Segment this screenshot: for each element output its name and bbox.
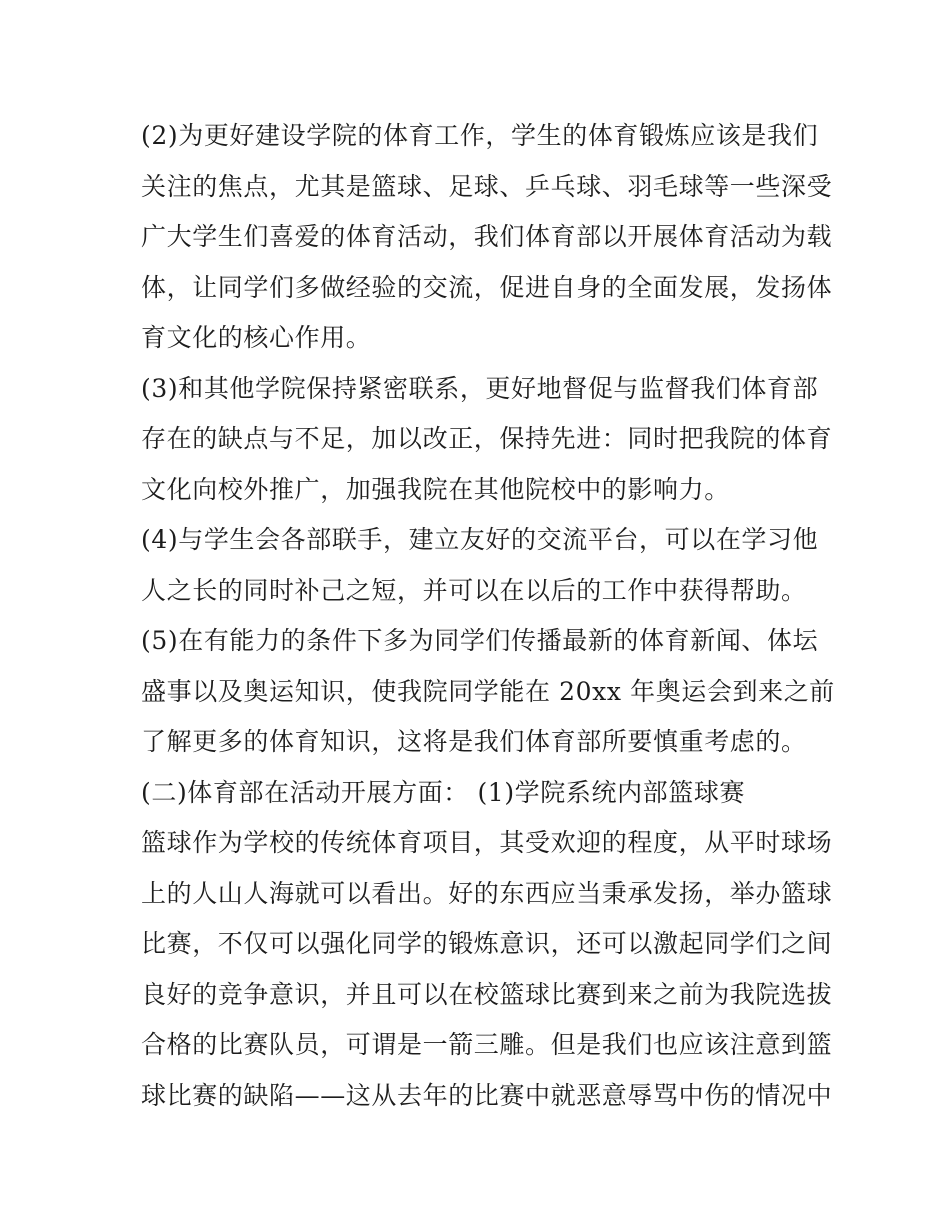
text-line: 育文化的核心作用。	[141, 323, 372, 352]
text-line: (5)在有能力的条件下多为同学们传播最新的体育新闻、体坛	[141, 626, 819, 655]
text-line: (2)为更好建设学院的体育工作，学生的体育锻炼应该是我们	[141, 121, 819, 150]
text-line: (4)与学生会各部联手，建立友好的交流平台，可以在学习他	[141, 525, 819, 554]
text-line: 广大学生们喜爱的体育活动，我们体育部以开展体育活动为载	[141, 222, 833, 251]
document-body	[141, 111, 835, 1121]
text-line: 了解更多的体育知识，这将是我们体育部所要慎重考虑的。	[141, 727, 807, 756]
text-line: 盛事以及奥运知识，使我院同学能在 20xx 年奥运会到来之前	[141, 676, 835, 706]
text-line: 上的人山人海就可以看出。好的东西应当秉承发扬，举办篮球	[141, 878, 833, 908]
text-line: 合格的比赛队员，可谓是一箭三雕。但是我们也应该注意到篮	[141, 1030, 833, 1059]
text-line: (二)体育部在活动开展方面： (1)学院系统内部篮球赛	[141, 777, 746, 807]
text-line: 比赛，不仅可以强化同学的锻炼意识，还可以激起同学们之间	[141, 929, 833, 958]
text-line: 球比赛的缺陷——这从去年的比赛中就恶意辱骂中伤的情况中	[141, 1080, 833, 1110]
text-line: 文化向校外推广，加强我院在其他院校中的影响力。	[141, 474, 730, 504]
text-line: 体，让同学们多做经验的交流，促进自身的全面发展，发扬体	[141, 272, 833, 302]
text-line: 人之长的同时补己之短，并可以在以后的工作中获得帮助。	[141, 575, 807, 605]
text-line: 良好的竞争意识，并且可以在校篮球比赛到来之前为我院选拔	[141, 979, 833, 1009]
text-line: 关注的焦点，尤其是篮球、足球、乒乓球、羽毛球等一些深受	[141, 171, 833, 201]
text-line: 存在的缺点与不足，加以改正，保持先进：同时把我院的体育	[141, 424, 833, 453]
text-line: 篮球作为学校的传统体育项目，其受欢迎的程度，从平时球场	[141, 828, 833, 857]
text-line: (3)和其他学院保持紧密联系，更好地督促与监督我们体育部	[141, 373, 819, 403]
